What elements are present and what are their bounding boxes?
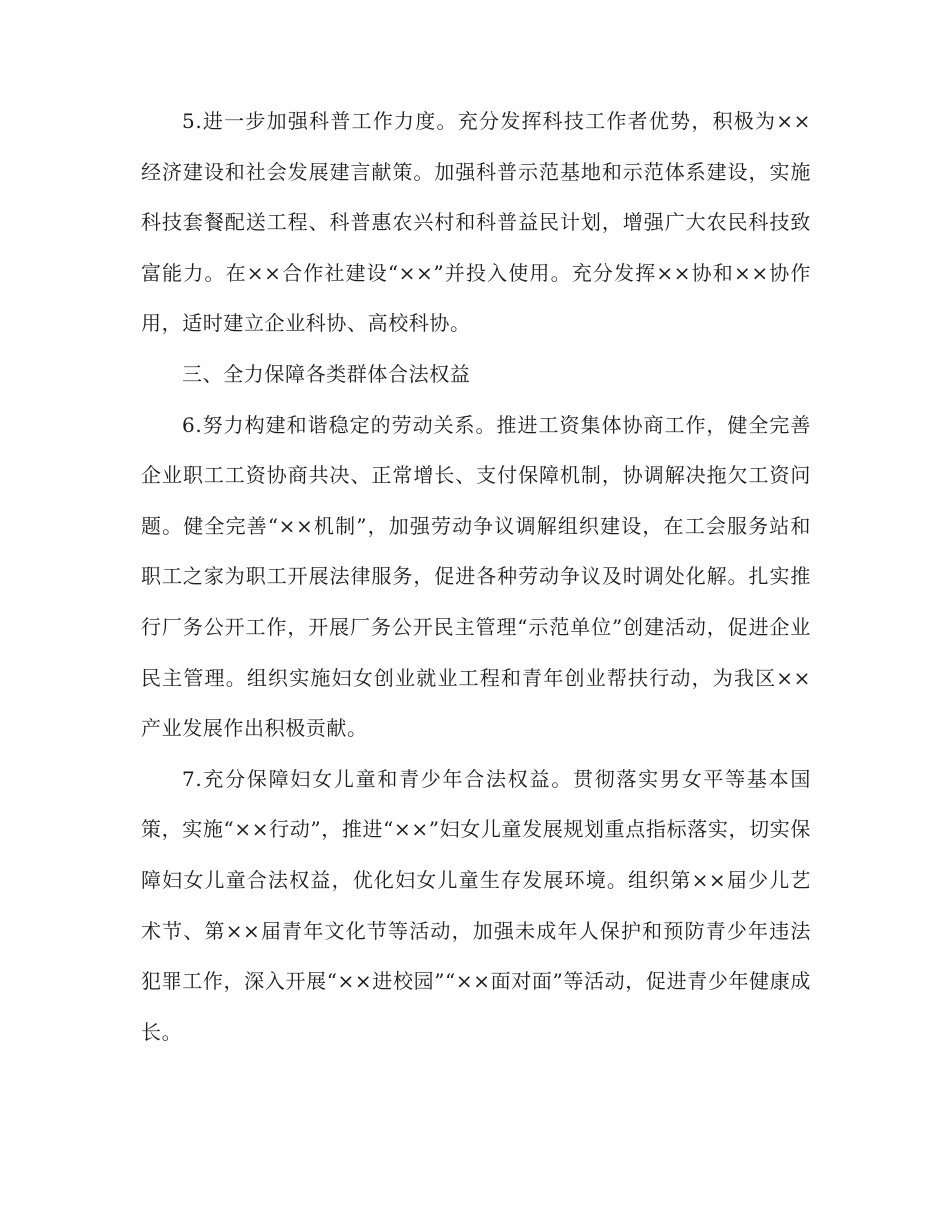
paragraph-5: 5.进一步加强科普工作力度。充分发挥科技工作者优势，积极为××经济建设和社会发展建言献策。加强科普示范基地和示范体系建设，实施科技套餐配送工程、科普惠农兴村和科普益民计划，增强广大农民科技致富能力。在××合作社建设“××”并投入使用。充分发挥××协和××协作用，适时建立企业科协、高校科协。 xyxy=(141,109,811,336)
paragraph-6: 6.努力构建和谐稳定的劳动关系。推进工资集体协商工作，健全完善企业职工工资协商共决、正常增长、支付保障机制，协调解决拖欠工资问题。健全完善“××机制”，加强劳动争议调解组织建设，在工会服务站和职工之家为职工开展法律服务，促进各种劳动争议及时调处化解。扎实推行厂务公开工作，开展厂务公开民主管理“示范单位”创建活动，促进企业民主管理。组织实施妇女创业就业工程和青年创业帮扶行动，为我区××产业发展作出积极贡献。 xyxy=(141,412,811,741)
document-body xyxy=(141,96,811,1057)
paragraph-7: 7.充分保障妇女儿童和青少年合法权益。贯彻落实男女平等基本国策，实施“××行动”，推进“××”妇女儿童发展规划重点指标落实，切实保障妇女儿童合法权益，优化妇女儿童生存发展环境。组织第××届少儿艺术节、第××届青年文化节等活动，加强未成年人保护和预防青少年违法犯罪工作，深入开展“××进校园”“××面对面”等活动，促进青少年健康成长。 xyxy=(141,766,811,1044)
section-heading-3: 三、全力保障各类群体合法权益 xyxy=(182,361,471,386)
